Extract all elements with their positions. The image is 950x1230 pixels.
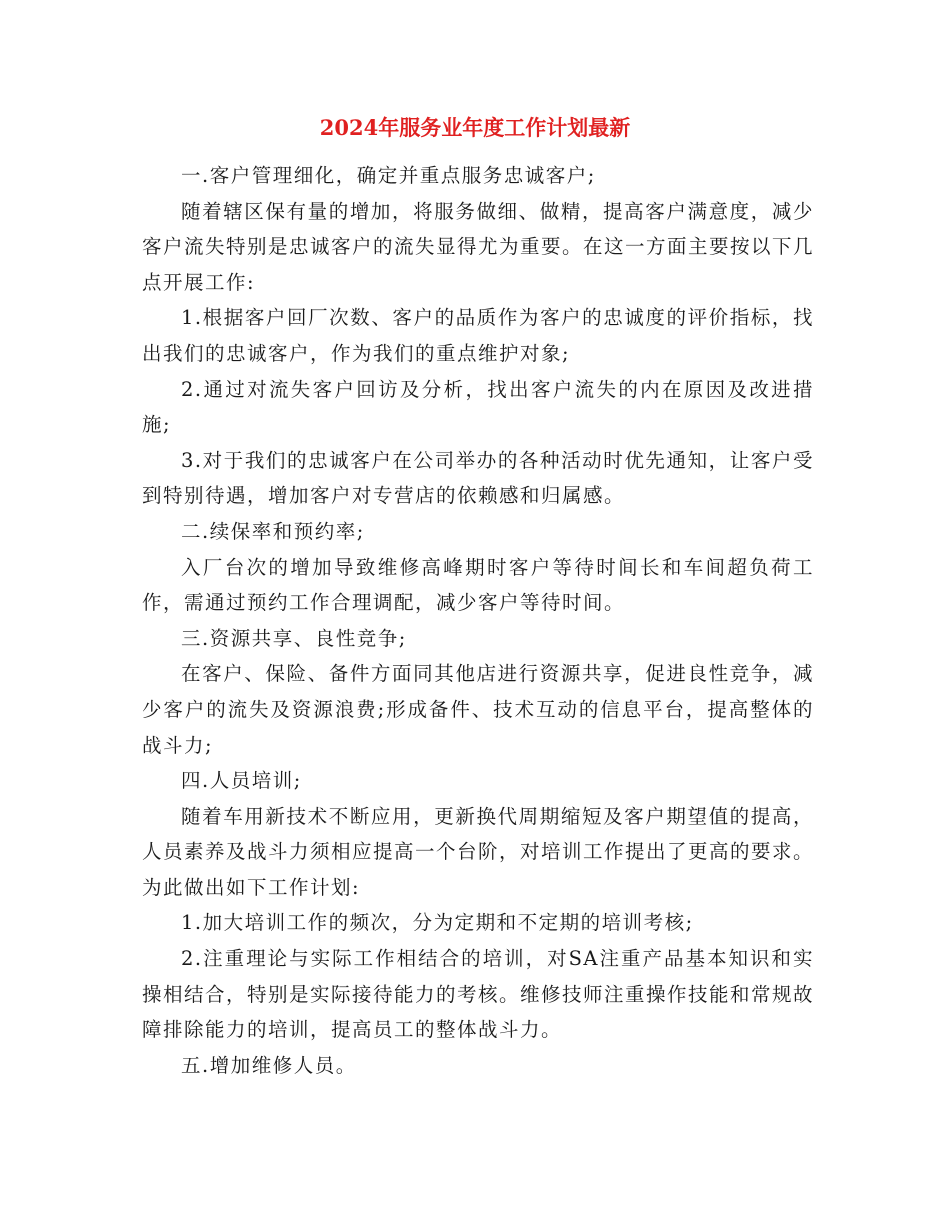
document-title: 2024年服务业年度工作计划最新 [319, 115, 631, 140]
document-body [142, 158, 814, 1083]
section-heading-1: 一.客户管理细化，确定并重点服务忠诚客户; [181, 164, 596, 187]
section-heading-4: 四.人员培训; [181, 769, 302, 793]
list-item: 1.加大培训工作的频次，分为定期和不定期的培训考核; [181, 911, 694, 935]
list-item: 2.注重理论与实际工作相结合的培训，对SA注重产品基本知识和实操相结合，特别是实际接待能力的考核。维修技师注重操作技能和常规故障排除能力的培训，提高员工的整体战斗力。 [142, 947, 815, 1042]
paragraph: 入厂台次的增加导致维修高峰期时客户等待时间长和车间超负荷工作，需通过预约工作合理调配，减少客户等待时间。 [142, 555, 814, 615]
section-heading-2: 二.续保率和预约率; [181, 519, 365, 543]
list-item: 1.根据客户回厂次数、客户的品质作为客户的忠诚度的评价指标，找出我们的忠诚客户，作为我们的重点维护对象; [142, 306, 814, 365]
paragraph: 随着车用新技术不断应用，更新换代周期缩短及客户期望值的提高，人员素养及战斗力须相应提高一个台阶，对培训工作提出了更高的要求。为此做出如下工作计划: [142, 804, 815, 899]
list-item: 3.对于我们的忠诚客户在公司举办的各种活动时优先通知，让客户受到特别待遇，增加客户对专营店的依赖感和归属感。 [142, 448, 814, 508]
section-heading-5: 五.增加维修人员。 [181, 1053, 357, 1077]
paragraph: 在客户、保险、备件方面同其他店进行资源共享，促进良性竞争，减少客户的流失及资源浪费;形成备件、技术互动的信息平台，提高整体的战斗力; [142, 662, 814, 757]
section-heading-3: 三.资源共享、良性竞争; [181, 626, 407, 650]
list-item: 2.通过对流失客户回访及分析，找出客户流失的内在原因及改进措施; [142, 377, 814, 437]
paragraph: 随着辖区保有量的增加，将服务做细、做精，提高客户满意度，减少客户流失特别是忠诚客户的流失显得尤为重要。在这一方面主要按以下几点开展工作: [142, 199, 815, 294]
